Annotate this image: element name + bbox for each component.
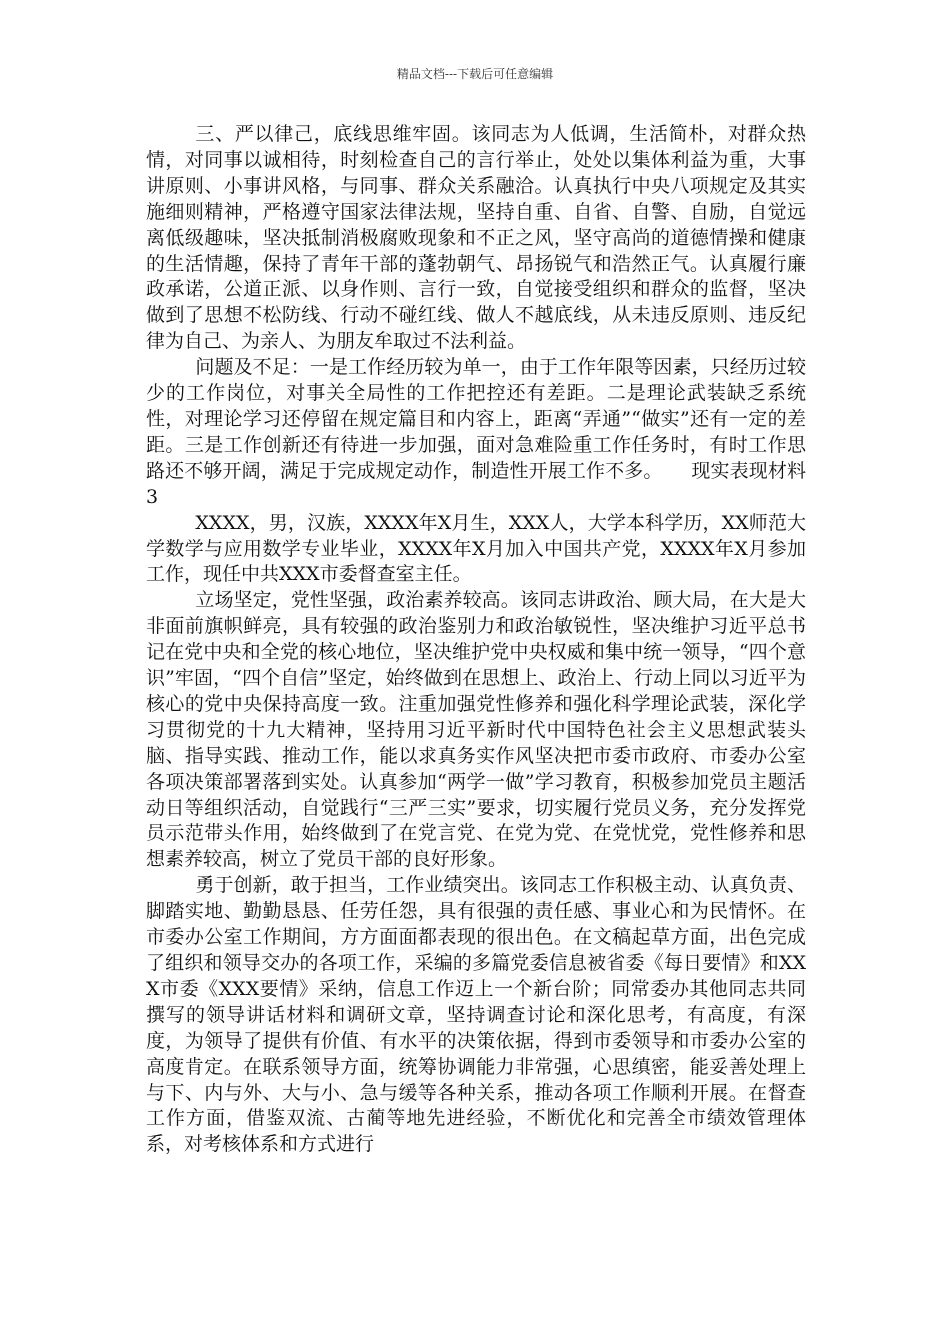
- paragraph-strict-discipline: 三、严以律己，底线思维牢固。该同志为人低调，生活简朴，对群众热情，对同事以诚相待，时刻检查自己的言行举止，处处以集体利益为重，大事讲原则、小事讲风格，与同事、群众关系融洽。认真执行中央八项规定及其实施细则精神，严格遵守国家法律法规，坚持自重、自省、自警、自励，自觉远离低级趣味，坚决抵制消极腐败现象和不正之风，坚守高尚的道德情操和健康的生活情趣，保持了青年干部的蓬勃朝气、昂扬锐气和浩然正气。认真履行廉政承诺，公道正派、以身作则、言行一致，自觉接受组织和群众的监督，坚决做到了思想不松防线、行动不碰红线、做人不越底线，从未违反原则、违反纪律为自己、为亲人、为朋友牟取过不法利益。: [146, 123, 806, 353]
- paragraph-profile: XXXX，男，汉族，XXXX年X月生，XXX人，大学本科学历，XX师范大学数学与应用数学专业毕业，XXXX年X月加入中国共产党，XXXX年X月参加工作，现任中共XXX市委督查室主任。: [146, 511, 806, 586]
- paragraph-innovation: 勇于创新，敢于担当，工作业绩突出。该同志工作积极主动、认真负责、脚踏实地、勤勤恳恳、任劳任怨，具有很强的责任感、事业心和为民情怀。在市委办公室工作期间，方方面面都表现的很出色。在文稿起草方面，出色完成了组织和领导交办的各项工作，采编的多篇党委信息被省委《每日要情》和XXX市委《XXX要情》采纳，信息工作迈上一个新台阶；同常委办其他同志共同撰写的领导讲话材料和调研文章，坚持调查讨论和深化思考，有高度，有深度，为领导了提供有价值、有水平的决策依据，得到市委领导和市委办公室的高度肯定。在联系领导方面，统筹协调能力非常强，心思缜密，能妥善处理上与下、内与外、大与小、急与缓等各种关系，推动各项工作顺利开展。在督查工作方面，借鉴双流、古蔺等地先进经验，不断优化和完善全市绩效管理体系，对考核体系和方式进行: [146, 874, 806, 1156]
- paragraph-political-stance: 立场坚定，党性坚强，政治素养较高。该同志讲政治、顾大局，在大是大非面前旗帜鲜亮，具有较强的政治鉴别力和政治敏锐性，坚决维护习近平总书记在党中央和全党的核心地位，坚决维护党中央权威和集中统一领导，“四个意识”牢固，“四个自信”坚定，始终做到在思想上、政治上、行动上同以习近平为核心的党中央保持高度一致。注重加强党性修养和强化科学理论武装，深化学习贯彻党的十九大精神，坚持用习近平新时代中国特色社会主义思想武装头脑、指导实践、推动工作，能以求真务实作风坚决把市委市政府、市委办公室各项决策部署落到实处。认真参加“两学一做”学习教育，积极参加党员主题活动日等组织活动，自觉践行“三严三实”要求，切实履行党员义务，充分发挥党员示范带头作用，始终做到了在党言党、在党为党、在党忧党，党性修养和思想素养较高，树立了党员干部的良好形象。: [146, 589, 806, 871]
- page-header: 精品文档---下载后可任意编辑: [396, 67, 554, 81]
- document-body: [146, 122, 806, 1158]
- paragraph-problems: 问题及不足：一是工作经历较为单一，由于工作年限等因素，只经历过较少的工作岗位，对事关全局性的工作把控还有差距。二是理论武装缺乏系统性，对理论学习还停留在规定篇目和内容上，距离“弄通”“做实”还有一定的差距。三是工作创新还有待进一步加强，面对急难险重工作任务时，有时工作思路还不够开阔，满足于完成规定动作，制造性开展工作不多。 现实表现材料3: [146, 356, 806, 508]
